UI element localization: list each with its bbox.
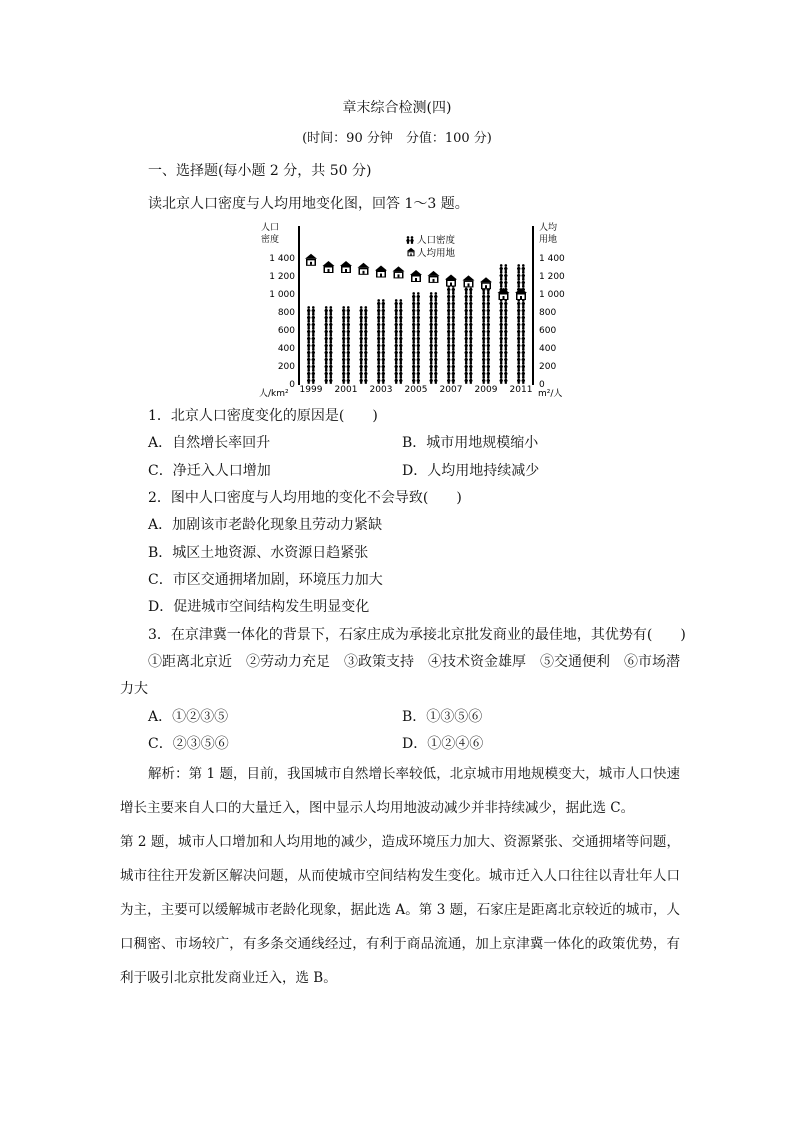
q1-option-d[interactable]: D．人均用地持续减少: [402, 463, 540, 479]
land-per-capita-marker: [375, 266, 387, 278]
left-y-tick: 1 000: [269, 290, 295, 300]
right-y-tick: 1 200: [539, 272, 565, 282]
q2-option-d[interactable]: D．促进城市空间结构发生明显变化: [148, 599, 370, 615]
q3-option-b[interactable]: B．①③⑤⑥: [402, 709, 483, 725]
x-tick-label: 2009: [474, 385, 498, 395]
density-bar: [342, 306, 350, 384]
right-axis-label-line1: 人均: [539, 223, 558, 233]
q3-stem-wrap: 力大: [120, 681, 148, 697]
right-y-tick: 1 400: [539, 254, 565, 264]
land-per-capita-marker: [410, 270, 422, 282]
doc-title: 章末综合检测(四): [342, 100, 452, 116]
left-y-tick: 400: [277, 344, 295, 354]
left-axis-unit: 人/km²: [259, 389, 289, 398]
right-y-tick: 400: [539, 344, 557, 354]
legend-land-per-capita: 人均用地: [417, 248, 456, 259]
density-bar: [500, 264, 508, 384]
x-tick-label: 2007: [439, 385, 463, 395]
q1-stem: 1．北京人口密度变化的原因是( ): [148, 408, 378, 424]
land-per-capita-marker: [323, 261, 335, 273]
land-per-capita-marker: [393, 266, 405, 278]
density-bar: [482, 285, 490, 384]
x-tick-label: 2005: [404, 385, 428, 395]
q3-stem: 3．在京津冀一体化的背景下，石家庄成为承接北京批发商业的最佳地，其优势有( ): [148, 627, 686, 643]
right-y-tick: 200: [539, 362, 557, 372]
land-per-capita-marker: [305, 254, 317, 266]
x-tick-label: 2003: [369, 385, 393, 395]
population-landuse-chart: [255, 218, 575, 398]
land-per-capita-marker: [498, 288, 510, 300]
q2-option-c[interactable]: C．市区交通拥堵加剧，环境压力加大: [148, 572, 383, 588]
right-y-tick: 0: [539, 380, 545, 390]
analysis-paragraph-1: 解析：第 1 题，目前，我国城市自然增长率较低，北京城市用地规模变大，城市人口快速增长主要来自人口的大量迁入，图中显示人均用地波动减少并非持续减少，据此选 C。: [120, 766, 680, 816]
doc-meta: (时间：90 分钟 分值：100 分): [302, 131, 492, 146]
question-intro: 读北京人口密度与人均用地变化图，回答 1～3 题。: [148, 196, 469, 212]
q2-option-a[interactable]: A．加剧该市老龄化现象且劳动力紧缺: [148, 517, 383, 533]
density-bar: [360, 306, 368, 384]
land-per-capita-marker: [428, 271, 440, 283]
left-y-tick: 0: [289, 380, 295, 390]
q3-option-d[interactable]: D．①②④⑥: [402, 736, 484, 752]
x-tick-label: 2001: [334, 385, 358, 395]
land-per-capita-marker: [445, 275, 457, 287]
right-y-tick: 1 000: [539, 290, 565, 300]
density-bar: [307, 306, 315, 384]
q3-option-a[interactable]: A．①②③⑤: [148, 709, 229, 725]
right-axis-label-line2: 用地: [539, 235, 558, 245]
land-per-capita-marker: [480, 277, 492, 289]
density-bar: [377, 299, 385, 384]
left-axis-label-line2: 密度: [261, 235, 280, 245]
land-per-capita-marker: [463, 275, 475, 287]
left-y-tick: 600: [277, 326, 295, 336]
density-bar: [412, 292, 420, 384]
density-bar: [447, 285, 455, 384]
analysis-block: [120, 757, 680, 995]
q1-option-c[interactable]: C．净迁入人口增加: [148, 463, 271, 479]
density-bar: [395, 299, 403, 384]
right-axis-unit: m²/人: [538, 389, 563, 398]
right-y-tick: 800: [539, 308, 557, 318]
x-tick-label: 1999: [299, 385, 323, 395]
q1-option-b[interactable]: B．城市用地规模缩小: [402, 435, 539, 451]
density-bar: [325, 306, 333, 384]
density-bar: [430, 292, 438, 384]
land-per-capita-marker: [340, 261, 352, 273]
analysis-paragraph-2: 第 2 题，城市人口增加和人均用地的减少，造成环境压力加大、资源紧张、交通拥堵等问题，城市往往开发新区解决问题，从而使城市空间结构发生变化。城市迁入人口往往以青壮年人口为主，主要可以缓解城市老龄化现象，据此选 A。第 3 题，石家庄是距离北京较近的城市，人口稠密、市场较广，有多条交通线经过，有利于商品流通，加上京津冀一体化的政策优势，有利于吸引北京批发商业迁入，选 B。: [120, 834, 680, 986]
legend-population-density: 人口密度: [417, 235, 456, 246]
left-y-tick: 1 400: [269, 254, 295, 264]
right-y-tick: 600: [539, 326, 557, 336]
left-y-tick: 800: [277, 308, 295, 318]
section-heading: 一、选择题(每小题 2 分，共 50 分): [148, 163, 372, 179]
land-per-capita-marker: [358, 263, 370, 275]
q1-option-a[interactable]: A．自然增长率回升: [148, 435, 271, 451]
left-y-tick: 200: [277, 362, 295, 372]
density-bar: [465, 285, 473, 384]
q3-stem-continued: ①距离北京近 ②劳动力充足 ③政策支持 ④技术资金雄厚 ⑤交通便利 ⑥市场潜: [148, 654, 680, 670]
left-y-tick: 1 200: [269, 272, 295, 282]
q2-option-b[interactable]: B．城区土地资源、水资源日趋紧张: [148, 545, 369, 561]
q2-stem: 2．图中人口密度与人均用地的变化不会导致( ): [148, 490, 462, 506]
density-bar: [517, 264, 525, 384]
q3-option-c[interactable]: C．②③⑤⑥: [148, 736, 229, 752]
land-per-capita-marker: [515, 288, 527, 300]
left-axis-label-line1: 人口: [261, 223, 280, 233]
x-tick-label: 2011: [509, 385, 533, 395]
